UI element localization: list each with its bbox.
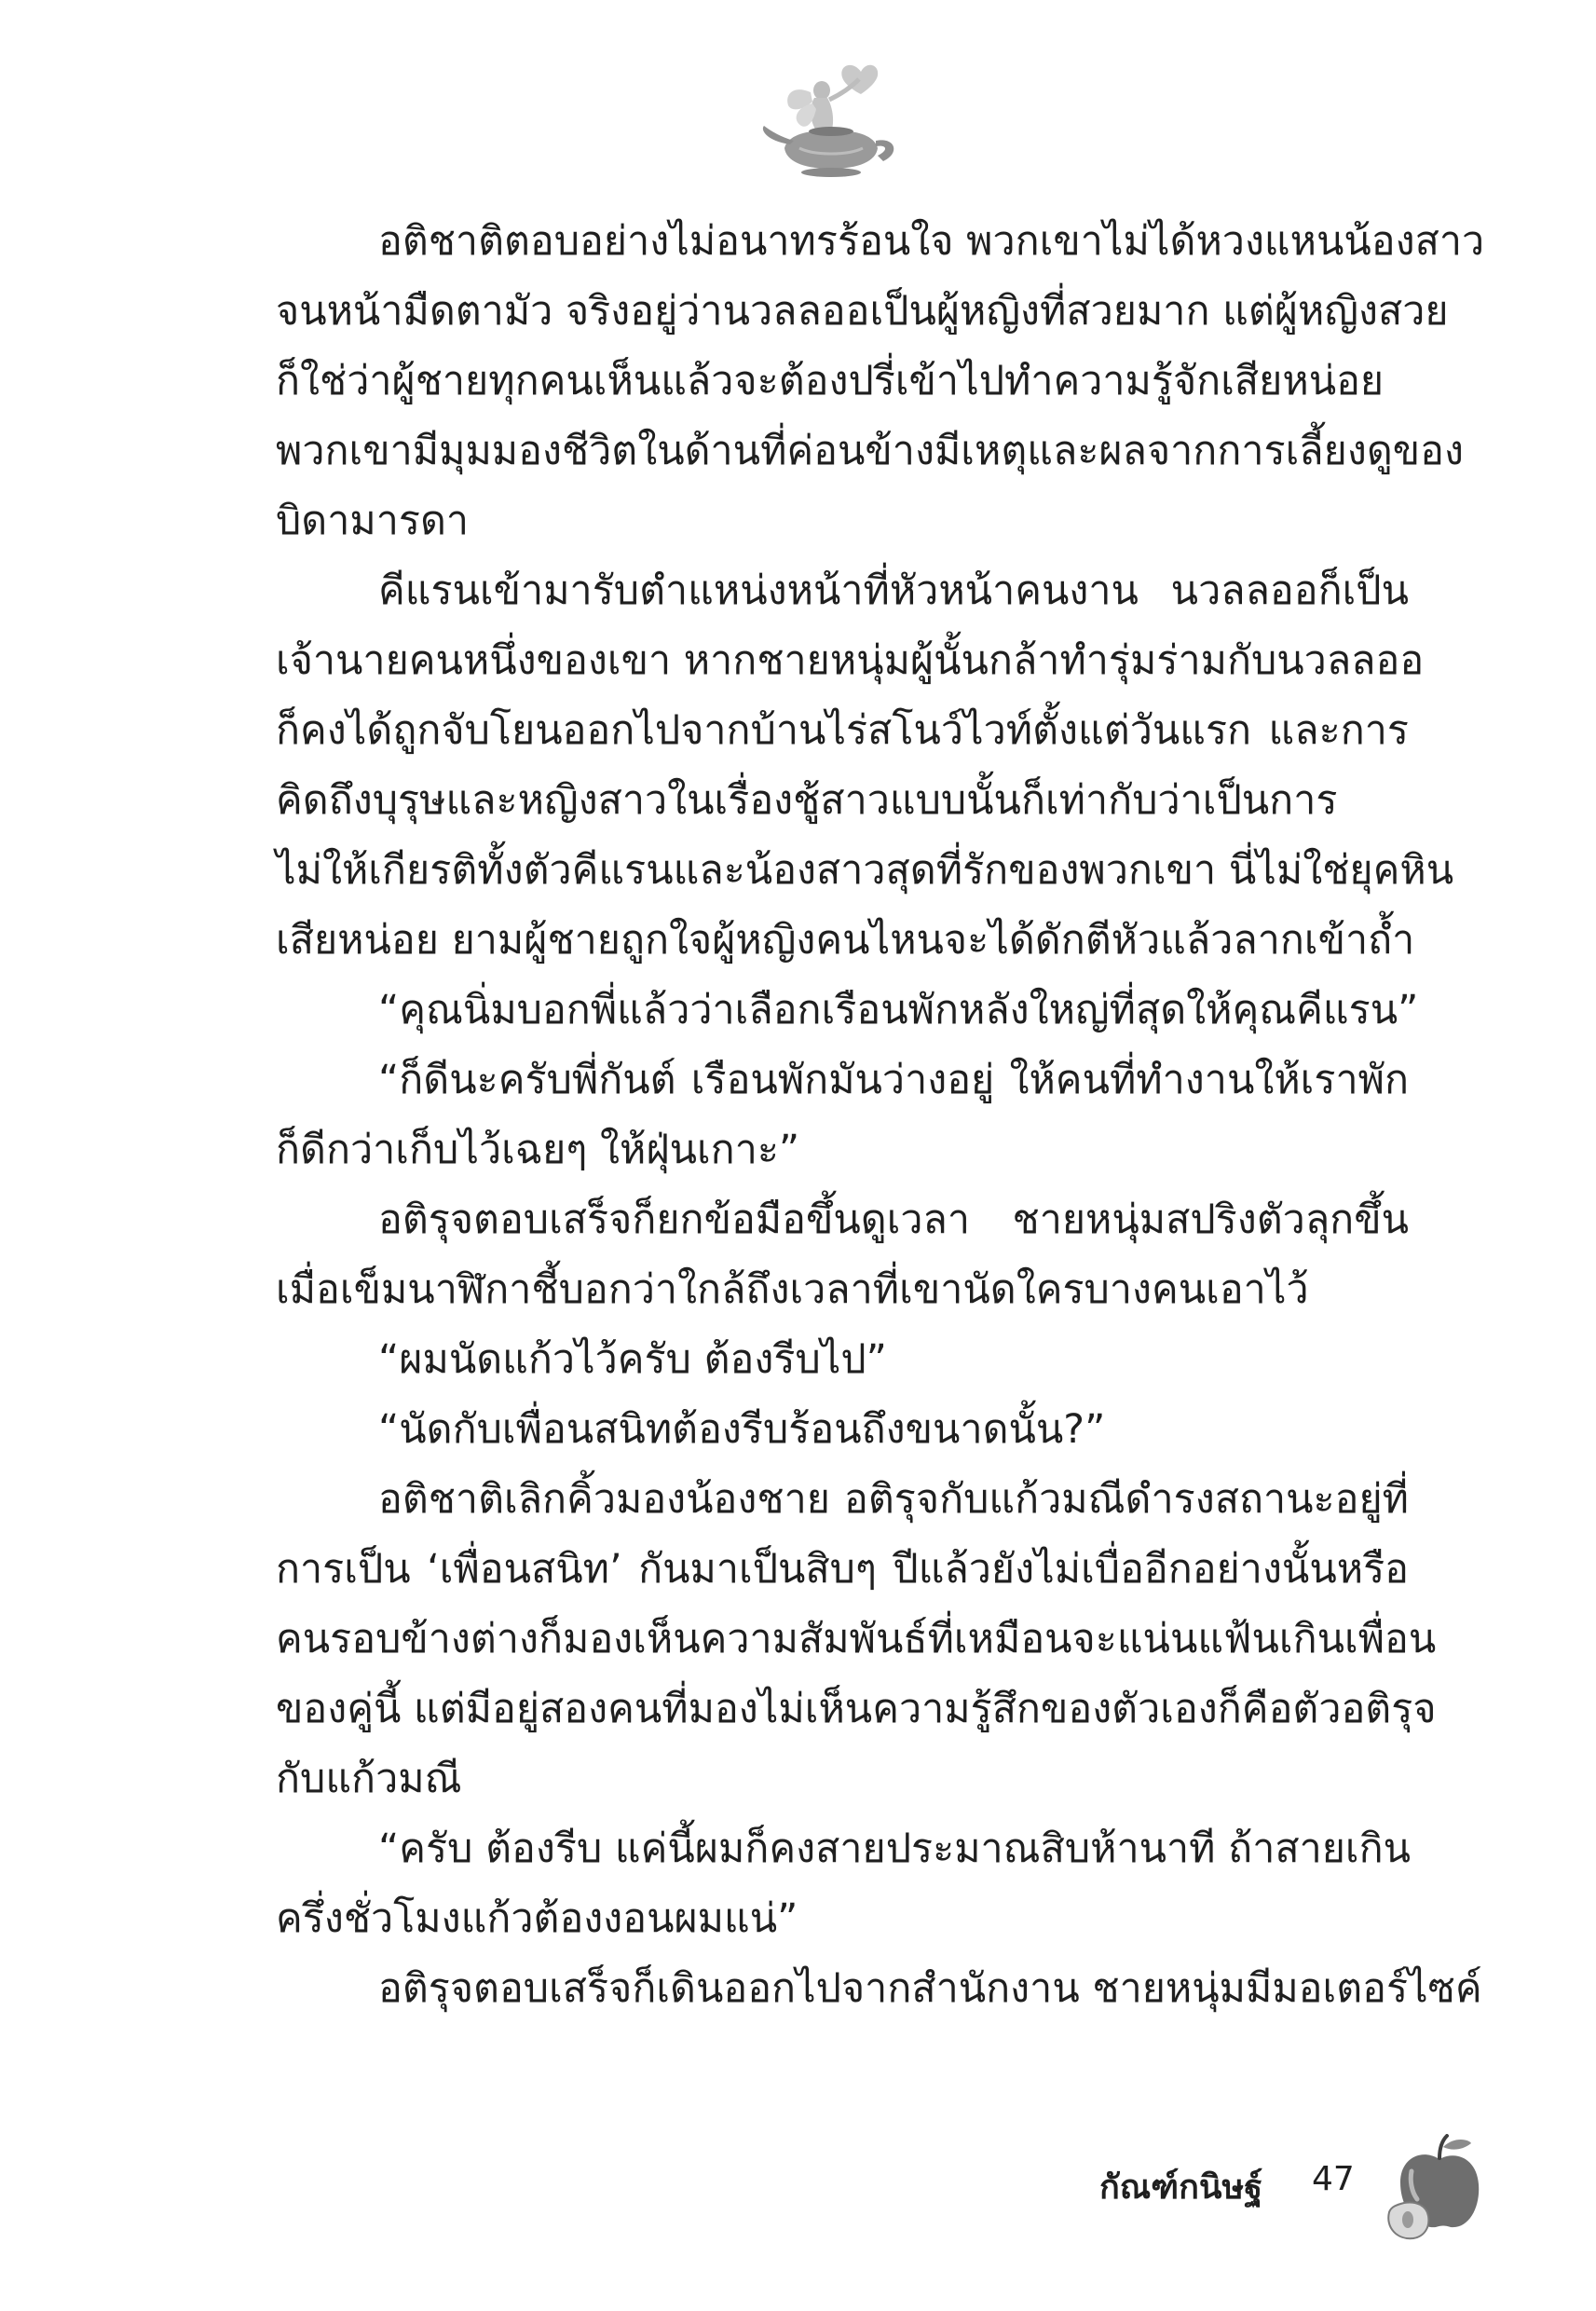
text-line: กับแก้วมณี <box>276 1756 462 1802</box>
text-line: เสียหน่อย ยามผู้ชายถูกใจผู้หญิงคนไหนจะได้ดักตีหัวแล้วลากเข้าถ้ำ <box>276 917 1415 964</box>
text-line: อติรุจตอบเสร็จก็เดินออกไปจากสำนักงาน ชายหนุ่มมีมอเตอร์ไซค์ <box>378 1965 1482 2012</box>
text-line: จนหน้ามืดตามัว จริงอยู่ว่านวลลออเป็นผู้หญิงที่สวยมาก แต่ผู้หญิงสวย <box>276 288 1449 335</box>
page-footer <box>1099 2134 1491 2246</box>
text-line: เจ้านายคนหนึ่งของเขา หากชายหนุ่มผู้นั้นกล้าทำรุ่มร่ามกับนวลลออ <box>276 637 1425 684</box>
text-line: บิดามารดา <box>276 498 470 544</box>
text-line: คีแรนเข้ามารับตำแหน่งหน้าที่หัวหน้าคนงาน นวลลออก็เป็น <box>378 567 1409 614</box>
text-line: “ครับ ต้องรีบ แค่นี้ผมก็คงสายประมาณสิบห้านาที ถ้าสายเกิน <box>378 1826 1412 1872</box>
text-line: ก็คงได้ถูกจับโยนออกไปจากบ้านไร่สโนว์ไวท์ตั้งแต่วันแรก และการ <box>276 707 1409 754</box>
text-line: ก็ดีกว่าเก็บไว้เฉยๆ ให้ฝุ่นเกาะ” <box>276 1127 800 1173</box>
text-line: คิดถึงบุรุษและหญิงสาวในเรื่องชู้สาวแบบนั้นก็เท่ากับว่าเป็นการ <box>276 777 1338 824</box>
text-line: เมื่อเข็มนาฬิกาชี้บอกว่าใกล้ถึงเวลาที่เขานัดใครบางคนเอาไว้ <box>276 1266 1309 1313</box>
text-line: ครึ่งชั่วโมงแก้วต้องงอนผมแน่” <box>276 1895 798 1942</box>
text-line: คนรอบข้างต่างก็มองเห็นความสัมพันธ์ที่เหมือนจะแน่นแฟ้นเกินเพื่อน <box>276 1616 1437 1662</box>
text-line: “ผมนัดแก้วไว้ครับ ต้องรีบไป” <box>378 1336 887 1383</box>
teapot-fairy-ornament-icon <box>757 51 906 191</box>
text-line: ก็ใช่ว่าผู้ชายทุกคนเห็นแล้วจะต้องปรี่เข้าไปทำความรู้จักเสียหน่อย <box>276 358 1385 404</box>
text-line: อติชาติตอบอย่างไม่อนาทรร้อนใจ พวกเขาไม่ได้หวงแหนน้องสาว <box>378 218 1485 265</box>
apple-icon <box>1384 2134 1486 2241</box>
text-line: พวกเขามีมุมมองชีวิตในด้านที่ค่อนข้างมีเหตุและผลจากการเลี้ยงดูของ <box>276 428 1464 474</box>
body-text <box>276 207 1485 2024</box>
text-line: อติชาติเลิกคิ้วมองน้องชาย อติรุจกับแก้วมณีดำรงสถานะอยู่ที่ <box>378 1476 1409 1523</box>
page-number: 47 <box>1312 2160 1355 2198</box>
text-line: “ก็ดีนะครับพี่กันต์ เรือนพักมันว่างอยู่ ให้คนที่ทำงานให้เราพัก <box>378 1057 1409 1103</box>
book-title: กัณฑ์กนิษฐ์ <box>1099 2168 1263 2207</box>
text-line: “คุณนิ่มบอกพี่แล้วว่าเลือกเรือนพักหลังใหญ่ที่สุดให้คุณคีแรน” <box>378 987 1419 1033</box>
text-line: ไม่ให้เกียรติทั้งตัวคีแรนและน้องสาวสุดที่รักของพวกเขา นี่ไม่ใช่ยุคหิน <box>276 847 1454 894</box>
text-line: การเป็น ‘เพื่อนสนิท’ กันมาเป็นสิบๆ ปีแล้วยังไม่เบื่ออีกอย่างนั้นหรือ <box>276 1546 1409 1593</box>
text-line: ของคู่นี้ แต่มีอยู่สองคนที่มองไม่เห็นความรู้สึกของตัวเองก็คือตัวอติรุจ <box>276 1686 1437 1732</box>
text-line: “นัดกับเพื่อนสนิทต้องรีบร้อนถึงขนาดนั้น?” <box>378 1406 1106 1453</box>
text-line: อติรุจตอบเสร็จก็ยกข้อมือขึ้นดูเวลา ชายหนุ่มสปริงตัวลุกขึ้น <box>378 1197 1409 1243</box>
